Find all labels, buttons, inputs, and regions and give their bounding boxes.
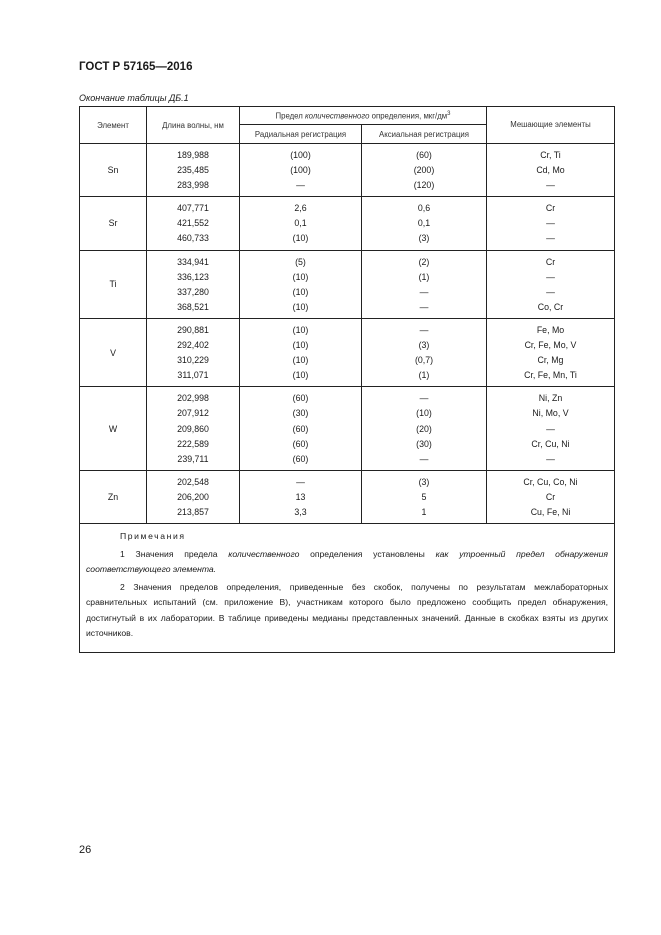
table-row [80, 387, 615, 470]
axial-value: — [419, 453, 429, 464]
axial-value: — [419, 301, 429, 312]
note-1-text-a: 1 Значения предела [120, 549, 229, 560]
wl-value: 292,402 [177, 340, 209, 351]
interf-value: Ni, Zn [538, 393, 563, 404]
axial-cell [362, 144, 487, 197]
wl-value: 283,998 [177, 180, 209, 191]
table-row [80, 144, 615, 197]
wl-value: 202,548 [177, 476, 209, 487]
radial-cell [240, 387, 362, 470]
interf-value: Co, Cr [537, 301, 564, 312]
axial-value: (200) [413, 165, 435, 176]
radial-value: (10) [292, 271, 309, 282]
header-limit [240, 107, 487, 125]
element-cell: V [80, 318, 147, 386]
wl-value: 222,589 [177, 438, 209, 449]
note-1 [86, 547, 608, 577]
interf-cell [487, 144, 615, 197]
radial-value: (60) [292, 423, 309, 434]
note-1-italic-b: как утроенный предел обнаружения соответствующего элемента. [86, 549, 608, 575]
data-table [79, 106, 615, 653]
interf-cell [487, 387, 615, 470]
wl-value: 460,733 [177, 233, 209, 244]
interf-value: — [546, 271, 555, 282]
axial-cell [362, 250, 487, 318]
axial-value: (3) [418, 476, 430, 487]
axial-value: (3) [418, 233, 430, 244]
wl-cell [147, 387, 240, 470]
header-axial: Аксиальная регистрация [362, 125, 487, 144]
wl-cell [147, 318, 240, 386]
wl-cell [147, 470, 240, 523]
note-1-text-b: определения установлены [299, 549, 436, 560]
wl-cell [147, 144, 240, 197]
axial-value: (20) [416, 423, 432, 434]
radial-cell [240, 144, 362, 197]
interf-value: — [546, 423, 555, 434]
notes-cell [80, 524, 615, 653]
radial-value: (60) [292, 453, 309, 464]
axial-cell [362, 387, 487, 470]
axial-value: (10) [416, 408, 432, 419]
wl-value: 311,071 [177, 370, 209, 381]
axial-value: (0,7) [414, 355, 434, 366]
page-number: 26 [79, 844, 92, 856]
radial-value: (5) [295, 256, 306, 267]
note-2: 2 Значения пределов определения, приведенные без скобок, получены по результатам межлабораторных сравнительных испытаний (см. приложение В), участникам которого было предложено сообщить предел обнаружения, достигнутый в их лаборатории. В таблице приведены медианы представленных значений. Данные в скобках взяты из других источников. [86, 582, 608, 638]
wl-value: 189,988 [177, 150, 209, 160]
axial-value: 1 [421, 506, 427, 517]
radial-value: (10) [292, 324, 309, 335]
interf-cell [487, 250, 615, 318]
interf-value: Cr, Fe, Mn, Ti [524, 370, 577, 381]
interf-value: Fe, Mo [536, 324, 565, 335]
interf-value: — [546, 286, 555, 297]
axial-cell [362, 318, 487, 386]
axial-value: (120) [413, 180, 435, 191]
interf-value: Cr [545, 491, 556, 502]
element-cell: W [80, 387, 147, 470]
element-cell: Ti [80, 250, 147, 318]
wl-value: 207,912 [177, 408, 209, 419]
wl-value: 213,857 [177, 506, 209, 517]
header-element: Элемент [80, 107, 147, 144]
radial-value: — [296, 476, 305, 487]
radial-value: 0,1 [294, 218, 307, 229]
axial-value: 5 [421, 491, 427, 502]
note-1-italic-a: количественного [228, 549, 300, 560]
wl-value: 206,200 [177, 491, 209, 502]
interf-value: Cr, Ti [540, 150, 561, 160]
interf-value: Cr [545, 203, 556, 214]
wl-value: 310,229 [177, 355, 209, 366]
radial-value: (60) [292, 393, 309, 404]
interf-value: Cr [545, 256, 556, 267]
header-limit-italic: количественного [304, 111, 370, 121]
radial-cell [240, 197, 362, 250]
wl-value: 336,123 [177, 271, 209, 282]
wl-value: 239,711 [177, 453, 209, 464]
interf-cell [487, 197, 615, 250]
radial-cell [240, 470, 362, 523]
interf-value: Cu, Fe, Ni [530, 506, 571, 517]
radial-value: (10) [292, 340, 309, 351]
radial-value: (100) [290, 150, 311, 160]
radial-value: 2,6 [294, 203, 307, 214]
axial-value: — [419, 393, 429, 404]
wl-value: 421,552 [177, 218, 209, 229]
axial-value: (60) [416, 150, 432, 160]
table-row [80, 470, 615, 523]
interf-value: — [546, 233, 555, 244]
axial-value: (1) [418, 271, 430, 282]
axial-value: — [419, 286, 429, 297]
interf-value: Ni, Mo, V [532, 408, 569, 419]
table-row [80, 250, 615, 318]
wl-value: 407,771 [177, 203, 209, 214]
wl-value: 337,280 [177, 286, 209, 297]
element-cell: Sn [80, 144, 147, 197]
radial-value: (10) [292, 233, 309, 244]
header-radial: Радиальная регистрация [240, 125, 362, 144]
interf-cell [487, 470, 615, 523]
radial-cell [240, 250, 362, 318]
axial-value: (2) [418, 256, 430, 267]
axial-value: (1) [418, 370, 430, 381]
wl-cell [147, 197, 240, 250]
radial-value: — [296, 180, 305, 191]
interf-value: — [546, 180, 555, 191]
interf-value: Cr, Cu, Co, Ni [523, 476, 578, 487]
wl-value: 202,998 [177, 393, 209, 404]
axial-cell [362, 197, 487, 250]
header-wavelength: Длина волны, нм [147, 107, 240, 144]
radial-value: (10) [292, 355, 309, 366]
wl-value: 368,521 [177, 301, 209, 312]
wl-value: 334,941 [177, 256, 209, 267]
table-row [80, 197, 615, 250]
wl-value: 290,881 [177, 324, 209, 335]
element-cell: Zn [80, 470, 147, 523]
interf-value: Cr, Fe, Mo, V [524, 340, 577, 351]
radial-value: (10) [292, 301, 309, 312]
wl-value: 235,485 [177, 165, 209, 176]
radial-value: 13 [295, 491, 306, 502]
radial-value: (10) [292, 370, 309, 381]
interf-value: Cd, Mo [536, 165, 565, 176]
axial-value: 0,6 [417, 203, 431, 214]
interf-value: Cr, Mg [537, 355, 564, 366]
radial-value: (100) [290, 165, 311, 176]
radial-value: (60) [292, 438, 309, 449]
notes-title: Примечания [120, 531, 186, 542]
document-header: ГОСТ Р 57165—2016 [79, 61, 193, 73]
element-cell: Sr [80, 197, 147, 250]
table-body [80, 144, 615, 524]
header-limit-sup: 3 [447, 110, 451, 117]
axial-value: — [419, 324, 429, 335]
header-interfering: Мешающие элементы [487, 107, 615, 144]
interf-value: Cr, Cu, Ni [531, 438, 570, 449]
table-caption: Окончание таблицы ДБ.1 [79, 93, 189, 103]
table-row [80, 318, 615, 386]
header-limit-pre: Предел [275, 111, 305, 121]
header-limit-post: определения, мкг/дм [369, 111, 448, 121]
radial-value: (30) [292, 408, 309, 419]
axial-value: (30) [416, 438, 432, 449]
axial-cell [362, 470, 487, 523]
wl-cell [147, 250, 240, 318]
axial-value: (3) [418, 340, 430, 351]
radial-value: 3,3 [294, 506, 307, 517]
wl-value: 209,860 [177, 423, 209, 434]
axial-value: 0,1 [417, 218, 431, 229]
radial-value: (10) [292, 286, 309, 297]
interf-value: — [546, 218, 555, 229]
interf-value: — [546, 453, 555, 464]
radial-cell [240, 318, 362, 386]
interf-cell [487, 318, 615, 386]
